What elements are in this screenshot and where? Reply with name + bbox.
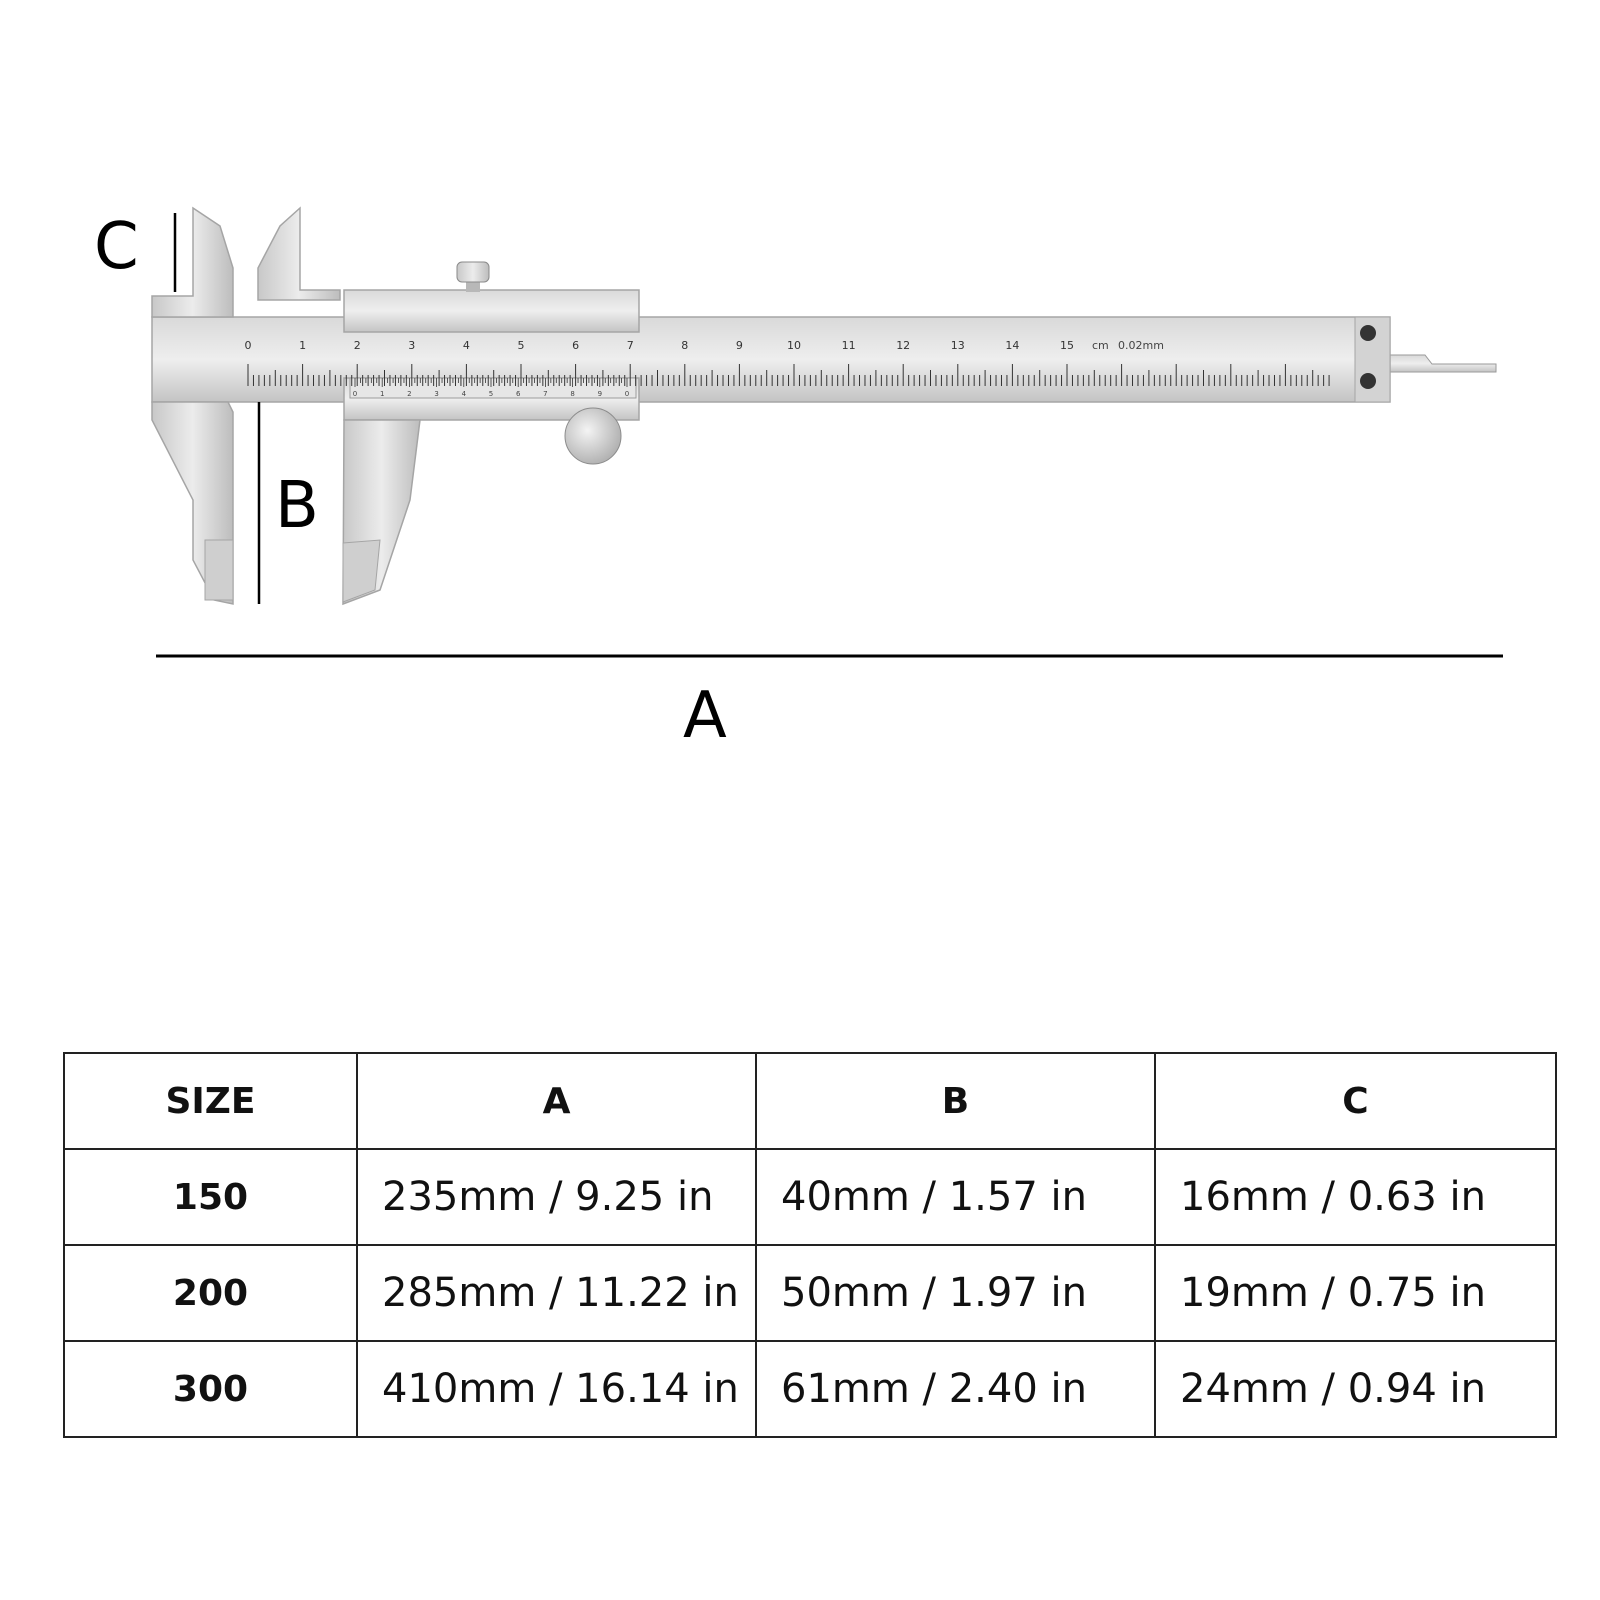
- slider-body-top: [344, 290, 639, 332]
- table-row: [64, 1149, 1556, 1245]
- vernier-scale-number: 2: [407, 390, 412, 398]
- vernier-scale-number: 3: [434, 390, 439, 398]
- rivet-bottom: [1360, 373, 1376, 389]
- main-scale-number: 5: [517, 339, 525, 352]
- vernier-scale-number: 8: [570, 390, 575, 398]
- cell-a: 285mm / 11.22 in: [357, 1245, 756, 1341]
- vernier-scale-number: 6: [515, 390, 521, 398]
- main-scale-number: 8: [681, 339, 689, 352]
- table-row: [64, 1245, 1556, 1341]
- main-scale-number: 6: [572, 339, 580, 352]
- table-row: [64, 1341, 1556, 1437]
- scale-unit: cm: [1092, 339, 1109, 352]
- fixed-upper-jaw: [152, 208, 233, 317]
- depth-rod: [1390, 355, 1496, 372]
- main-scale-number: 1: [299, 339, 307, 352]
- cell-c: 16mm / 0.63 in: [1155, 1149, 1556, 1245]
- vernier-scale-number: 1: [379, 390, 385, 398]
- rivet-top: [1360, 325, 1376, 341]
- lock-screw-head: [457, 262, 489, 282]
- main-scale-number: 9: [735, 339, 743, 352]
- main-scale-number: 0: [244, 339, 252, 352]
- cell-b: 40mm / 1.57 in: [756, 1149, 1155, 1245]
- vernier-scale-number: 0: [624, 390, 630, 398]
- main-scale-number: 11: [841, 339, 856, 352]
- vernier-scale-number: 0: [352, 390, 358, 398]
- vernier-scale-number: 7: [543, 390, 548, 398]
- scale-resolution: 0.02mm: [1118, 339, 1164, 352]
- main-scale-number: 13: [950, 339, 965, 352]
- cell-c: 24mm / 0.94 in: [1155, 1341, 1556, 1437]
- main-scale-number: 2: [353, 339, 361, 352]
- main-scale-number: 7: [626, 339, 634, 352]
- header-size: SIZE: [64, 1053, 357, 1149]
- sliding-upper-jaw: [258, 208, 340, 300]
- cell-c: 19mm / 0.75 in: [1155, 1245, 1556, 1341]
- vernier-scale-number: 4: [461, 390, 467, 398]
- fixed-lower-jaw-tip: [205, 540, 233, 600]
- main-scale-number: 10: [787, 339, 801, 352]
- main-scale-number: 3: [408, 339, 416, 352]
- header-a: A: [357, 1053, 756, 1149]
- vernier-scale-number: 9: [597, 390, 603, 398]
- thumb-wheel: [565, 408, 621, 464]
- cell-size: 300: [64, 1341, 357, 1437]
- vernier-scale-number: 5: [488, 390, 494, 398]
- cell-a: 410mm / 16.14 in: [357, 1341, 756, 1437]
- main-scale-number: 14: [1005, 339, 1020, 352]
- table-header-row: [64, 1053, 1556, 1149]
- dimension-label-a: A: [683, 679, 727, 753]
- main-scale-number: 15: [1060, 339, 1074, 352]
- size-table: [63, 1052, 1557, 1438]
- cell-size: 150: [64, 1149, 357, 1245]
- header-b: B: [756, 1053, 1155, 1149]
- header-c: C: [1155, 1053, 1556, 1149]
- dimension-label-c: C: [94, 210, 139, 284]
- dimension-label-b: B: [275, 469, 319, 543]
- cell-a: 235mm / 9.25 in: [357, 1149, 756, 1245]
- cell-size: 200: [64, 1245, 357, 1341]
- cell-b: 50mm / 1.97 in: [756, 1245, 1155, 1341]
- cell-b: 61mm / 2.40 in: [756, 1341, 1155, 1437]
- main-scale-number: 4: [462, 339, 470, 352]
- main-beam: [152, 317, 1390, 402]
- main-scale-number: 12: [896, 339, 911, 352]
